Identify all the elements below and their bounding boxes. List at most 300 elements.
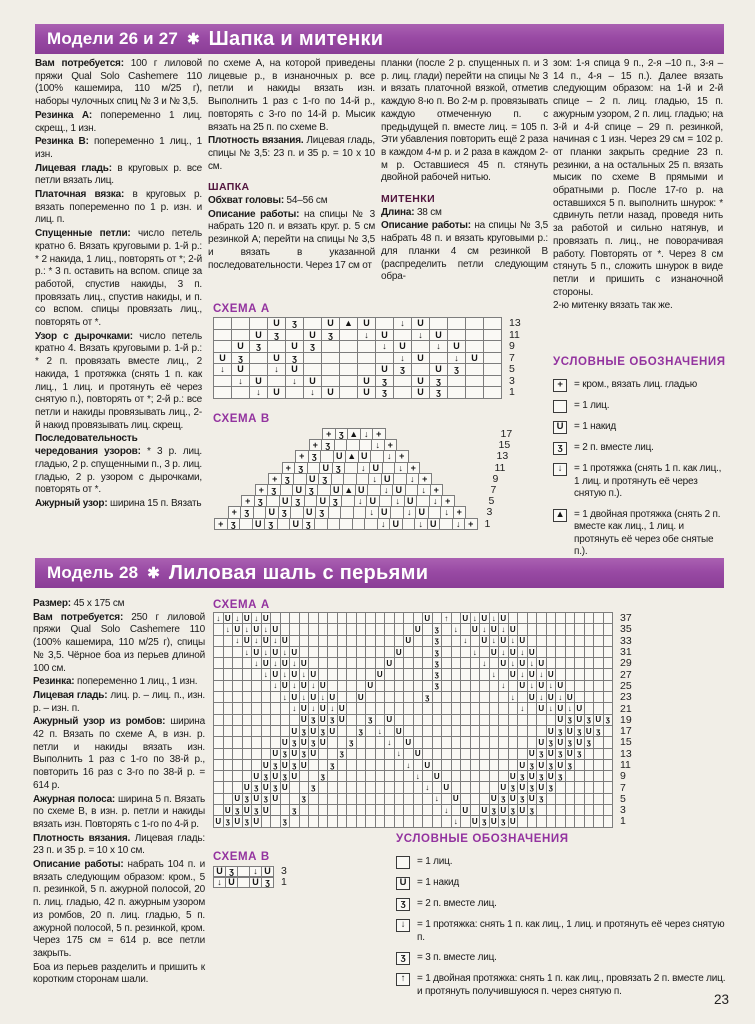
chart-cell: U bbox=[375, 668, 386, 680]
chart-row-number: 3 bbox=[281, 865, 287, 877]
legend-item bbox=[553, 421, 727, 434]
text-column-3 bbox=[381, 58, 548, 285]
chart-cell: ↓ bbox=[318, 691, 329, 703]
chart-cell: ʒ bbox=[291, 495, 305, 507]
chart-cell: ▲ bbox=[347, 428, 361, 440]
chart-cell: U bbox=[289, 725, 300, 737]
chart-cell: + bbox=[268, 473, 282, 485]
chart-cell: U bbox=[527, 748, 538, 760]
chart-cell: ʒ bbox=[270, 781, 281, 793]
chart-cell: ↓ bbox=[422, 781, 433, 793]
chart-cell: U bbox=[306, 473, 320, 485]
chart-cell: ↓ bbox=[508, 635, 519, 647]
chart-cell: ʒ bbox=[327, 714, 338, 726]
legend-item-text: = 2 п. вместе лиц. bbox=[417, 898, 497, 909]
chart-cell: ʒ bbox=[318, 473, 332, 485]
legend-item bbox=[553, 400, 727, 413]
chart-cell: U bbox=[489, 793, 500, 805]
chart-cell: U bbox=[321, 317, 340, 330]
chart-cell: ↓ bbox=[451, 815, 462, 827]
chart-cell: U bbox=[308, 668, 319, 680]
legend-item bbox=[396, 898, 728, 911]
paragraph: Ажурная полоса: ширина 5 п. Вязать по схеме В, в изн. р. петли и накиды вязать изн. Повторять с 1-го по 4-й р. bbox=[33, 793, 205, 830]
chart-cell bbox=[285, 386, 304, 399]
chart-cell: ↓ bbox=[368, 473, 382, 485]
chart-cell: U bbox=[299, 657, 310, 669]
legend-item-text: = 1 двойная протяжка: снять 1 п. как лиц., провязать 2 п. вместе лиц. и протянуть получившуюся п. через снятую п. bbox=[417, 973, 726, 997]
chart-cell: U bbox=[261, 635, 272, 647]
chart-cell: ↓ bbox=[470, 612, 481, 624]
chart-cell: + bbox=[441, 495, 455, 507]
chart-cell: ↓ bbox=[285, 375, 304, 388]
paragraph: Описание работы: на спицы № 3,5 набрать 48 п. и вязать круговыми р.: для планки 4 см резинкой В (распределить петли следующим обра- bbox=[381, 220, 548, 283]
chart-cell: + bbox=[322, 428, 336, 440]
chart-cell bbox=[352, 518, 366, 530]
chart-cell: U bbox=[299, 714, 310, 726]
chart-cell: U bbox=[327, 725, 338, 737]
chart-cell: ʒ bbox=[329, 495, 343, 507]
chart-cell: ʒ bbox=[294, 462, 308, 474]
knitting-chart-a2 bbox=[213, 612, 632, 828]
text-column-2 bbox=[208, 58, 375, 273]
knitting-chart-a1 bbox=[213, 317, 521, 399]
chart-cell: ʒ bbox=[249, 340, 268, 353]
chart-cell: ↓ bbox=[213, 877, 226, 888]
chart-cell: ʒ bbox=[432, 623, 443, 635]
schema-a1-label: СХЕМА A bbox=[213, 303, 270, 315]
chart-cell: U bbox=[213, 352, 232, 365]
chart-cell: ↓ bbox=[232, 612, 243, 624]
chart-cell: + bbox=[214, 518, 228, 530]
chart-cell: + bbox=[418, 473, 432, 485]
chart-cell: ʒ bbox=[546, 781, 557, 793]
chart-cell: U bbox=[289, 668, 300, 680]
chart-cell: U bbox=[232, 815, 243, 827]
chart-cell: U bbox=[411, 352, 430, 365]
chart-cell: U bbox=[460, 612, 471, 624]
chart-cell: U bbox=[289, 770, 300, 782]
chart-row bbox=[213, 386, 521, 399]
paragraph: зом: 1-я спица 9 п., 2-я –10 п., 3-я – 14 п., 4-я – 15 п.). Далее вязать следующим образом: на 1-й и 2-й спице – 2 п. лиц. гладью, 15 п. ажурным узором, 2 п. лиц. гладью; на 3-й и 4-й спице – 29 п. резинкой, начиная с 1 изн. Через 29 см = 102 р. от планки закрыть средние 23 п. резинки, а на остальных 25 п. вязать мысик по схеме В прямыми и обратными р. После 17-го р. на оставшихся 5 п. выполнить шнурок: * сдвинуть петли назад, проведя нить за работой и сильно натянув, и провязать п. лиц., не поворачивая работу. Повторять от *. Через 8 см стянуть 5 п., сложить шнурок в виде петли и пришить с изнаночной стороны. bbox=[553, 58, 723, 298]
text-column-5 bbox=[33, 598, 205, 988]
chart-cell: ↓ bbox=[489, 668, 500, 680]
chart-cell: U bbox=[232, 623, 243, 635]
chart-cell: ↓ bbox=[536, 668, 547, 680]
legend-item bbox=[553, 379, 727, 392]
chart-cell: ↓ bbox=[394, 748, 405, 760]
chart-cell: ʒ bbox=[375, 386, 394, 399]
chart-cell: ʒ bbox=[432, 657, 443, 669]
chart-cell: ↓ bbox=[270, 680, 281, 692]
chart-cell: ↓ bbox=[527, 680, 538, 692]
chart-cell: + bbox=[255, 484, 269, 496]
chart-cell: U bbox=[489, 646, 500, 658]
chart-row-number: 19 bbox=[620, 713, 632, 726]
chart-cell: ʒ bbox=[280, 770, 291, 782]
chart-cell: ↓ bbox=[280, 691, 291, 703]
chart-row-number: 31 bbox=[620, 646, 632, 659]
chart-cell: U bbox=[261, 759, 272, 771]
chart-cell: ↓ bbox=[270, 635, 281, 647]
chart-cell: U bbox=[299, 702, 310, 714]
chart-cell: U bbox=[429, 329, 448, 342]
chart-cell: ↓ bbox=[299, 691, 310, 703]
chart-cell: ʒ bbox=[289, 804, 300, 816]
chart-cell: U bbox=[536, 736, 547, 748]
chart-cell: ʒ bbox=[489, 804, 500, 816]
chart-cell: ʒ bbox=[517, 793, 528, 805]
chart-cell: U bbox=[299, 759, 310, 771]
chart-cell bbox=[364, 518, 378, 530]
chart-cell: ↓ bbox=[460, 635, 471, 647]
legend-item bbox=[396, 952, 728, 965]
knitting-chart-b1 bbox=[214, 428, 512, 530]
chart-cell: ʒ bbox=[261, 770, 272, 782]
chart-cell: U bbox=[479, 612, 490, 624]
chart-cell: U bbox=[251, 815, 262, 827]
chart-row bbox=[214, 518, 512, 530]
k2tog-symbol-icon: ʒ bbox=[396, 898, 410, 911]
chart-cell: U bbox=[498, 804, 509, 816]
chart-cell: ʒ bbox=[517, 770, 528, 782]
chart-cell: + bbox=[395, 450, 409, 462]
chart-cell: U bbox=[489, 623, 500, 635]
chart-cell: ʒ bbox=[508, 804, 519, 816]
chart-row-number: 9 bbox=[620, 770, 626, 783]
chart-cell: ↓ bbox=[377, 518, 391, 530]
paragraph: Длина: 38 см bbox=[381, 206, 442, 218]
chart-cell: ↓ bbox=[508, 657, 519, 669]
chart-cell: ʒ bbox=[335, 428, 349, 440]
legend-1-title: УСЛОВНЫЕ ОБОЗНАЧЕНИЯ bbox=[553, 356, 726, 368]
chart-cell: U bbox=[231, 363, 250, 376]
chart-cell: U bbox=[441, 781, 452, 793]
chart-cell: ↓ bbox=[280, 646, 291, 658]
knit-symbol-icon bbox=[396, 856, 410, 869]
chart-cell bbox=[483, 386, 502, 399]
section1-model-numbers: Модели 26 и 27 bbox=[47, 29, 179, 48]
chart-cell: U bbox=[270, 668, 281, 680]
chart-row-number: 29 bbox=[620, 657, 632, 670]
chart-cell: ʒ bbox=[429, 386, 448, 399]
paragraph: Плотность вязания. Лицевая гладь: 23 п. и 35 р. = 10 x 10 см. bbox=[33, 832, 205, 857]
chart-cell: ʒ bbox=[546, 759, 557, 771]
chart-cell: U bbox=[384, 714, 395, 726]
chart-cell: ʒ bbox=[302, 518, 316, 530]
chart-cell: ʒ bbox=[393, 363, 412, 376]
chart-cell: U bbox=[357, 317, 376, 330]
chart-cell: ↓ bbox=[546, 680, 557, 692]
chart-cell: U bbox=[242, 804, 253, 816]
chart-cell: ʒ bbox=[337, 748, 348, 760]
chart-cell: U bbox=[213, 866, 226, 877]
chart-cell: ↓ bbox=[565, 702, 576, 714]
paragraph: Вам потребуется: 100 г лиловой пряжи Qual Solo Cashemere 110 (100% кашемира, 110 м/25 г), наборы чулочных спиц № 3 и № 3,5. bbox=[35, 58, 202, 108]
chart-cell: ʒ bbox=[432, 635, 443, 647]
chart-cell: U bbox=[355, 484, 369, 496]
chart-cell: ʒ bbox=[527, 804, 538, 816]
chart-cell: U bbox=[357, 386, 376, 399]
chart-cell: ↓ bbox=[375, 725, 386, 737]
chart-cell: ʒ bbox=[327, 759, 338, 771]
chart-cell: ʒ bbox=[565, 714, 576, 726]
chart-cell: ʒ bbox=[593, 725, 604, 737]
chart-row-number: 37 bbox=[620, 612, 632, 625]
chart-cell: U bbox=[546, 691, 557, 703]
legend-item bbox=[553, 509, 727, 559]
chart-cell: ↓ bbox=[393, 317, 412, 330]
chart-cell: U bbox=[318, 736, 329, 748]
chart-cell: ʒ bbox=[375, 375, 394, 388]
chart-cell bbox=[277, 518, 291, 530]
chart-cell: ʒ bbox=[318, 725, 329, 737]
chart-cell bbox=[402, 518, 416, 530]
chart-cell: ʒ bbox=[308, 450, 322, 462]
schema-a2-label: СХЕМА A bbox=[213, 599, 270, 611]
chart-cell: ↓ bbox=[280, 668, 291, 680]
chart-row-number: 9 bbox=[492, 472, 499, 485]
chart-cell: U bbox=[508, 623, 519, 635]
chart-cell: ↓ bbox=[451, 623, 462, 635]
chart-row-number: 3 bbox=[620, 804, 626, 817]
chart-cell: ↓ bbox=[357, 329, 376, 342]
chart-cell: U bbox=[384, 657, 395, 669]
paragraph: Спущенные петли: число петель кратно 6. Вязать круговыми р. 1-й р.: * 2 накида, 1 лиц., повторять от *; 2-й р.: * 3 п. оставить на вспом. спице за работой, спустив накиды, 3 п. провязать лиц., спустив накиды, и п. со вспом. спицы провязать лиц., повторять от *. bbox=[35, 228, 202, 329]
chart-cell: ↓ bbox=[251, 612, 262, 624]
chart-cell: U bbox=[508, 646, 519, 658]
chart-cell: ↓ bbox=[213, 363, 232, 376]
chart-cell: + bbox=[295, 450, 309, 462]
chart-cell: U bbox=[498, 635, 509, 647]
chart-row-number: 7 bbox=[490, 484, 497, 497]
chart-cell: ↓ bbox=[308, 702, 319, 714]
chart-cell: U bbox=[267, 352, 286, 365]
chart-cell: ↓ bbox=[251, 635, 262, 647]
chart-cell: ʒ bbox=[546, 736, 557, 748]
chart-cell: U bbox=[584, 725, 595, 737]
chart-cell: ʒ bbox=[603, 714, 614, 726]
chart-cell: ʒ bbox=[267, 329, 286, 342]
chart-cell: U bbox=[303, 506, 317, 518]
chart-cell: ʒ bbox=[280, 815, 291, 827]
chart-cell: ʒ bbox=[479, 815, 490, 827]
chart-cell: U bbox=[308, 691, 319, 703]
chart-cell: ↓ bbox=[391, 495, 405, 507]
chart-cell: ʒ bbox=[565, 759, 576, 771]
chart-cell: U bbox=[546, 668, 557, 680]
chart-cell: U bbox=[508, 770, 519, 782]
chart-cell: U bbox=[574, 736, 585, 748]
chart-cell: ↓ bbox=[417, 484, 431, 496]
legend-item bbox=[553, 463, 727, 501]
chart-cell: ↓ bbox=[452, 518, 466, 530]
chart-cell: U bbox=[517, 635, 528, 647]
chart-cell: U bbox=[565, 691, 576, 703]
chart-cell: U bbox=[270, 748, 281, 760]
chart-row-number: 13 bbox=[620, 747, 632, 760]
chart-row-number: 7 bbox=[509, 351, 515, 364]
chart-row-number: 11 bbox=[620, 759, 631, 771]
chart-cell: U bbox=[470, 623, 481, 635]
chart-cell: ↓ bbox=[498, 646, 509, 658]
chart-cell: U bbox=[392, 484, 406, 496]
chart-cell: ↓ bbox=[489, 635, 500, 647]
chart-cell: U bbox=[223, 612, 234, 624]
chart-cell: U bbox=[356, 691, 367, 703]
chart-cell: ʒ bbox=[332, 462, 346, 474]
chart-row-number: 13 bbox=[509, 317, 521, 330]
chart-cell: U bbox=[299, 736, 310, 748]
chart-cell: U bbox=[555, 680, 566, 692]
chart-cell: ʒ bbox=[251, 804, 262, 816]
chart-cell: ʒ bbox=[225, 866, 238, 877]
page-number: 23 bbox=[713, 992, 729, 1007]
chart-cell: U bbox=[517, 804, 528, 816]
chart-cell: ↓ bbox=[267, 363, 286, 376]
chart-cell: U bbox=[265, 506, 279, 518]
chart-cell: U bbox=[251, 793, 262, 805]
chart-cell: ↓ bbox=[261, 668, 272, 680]
chart-cell: ʒ bbox=[432, 646, 443, 658]
chart-cell: U bbox=[536, 702, 547, 714]
legend-item-text: = 1 протяжка (снять 1 п. как лиц., 1 лиц. и протянуть её через снятую п.). bbox=[574, 463, 722, 499]
chart-cell: U bbox=[261, 781, 272, 793]
schema-b2-label: СХЕМА B bbox=[213, 851, 270, 863]
chart-cell: ↓ bbox=[249, 866, 262, 877]
chart-cell: ʒ bbox=[299, 725, 310, 737]
chart-cell: ʒ bbox=[264, 518, 278, 530]
chart-cell: ↓ bbox=[411, 329, 430, 342]
asterisk-icon: ✱ bbox=[147, 565, 160, 582]
chart-cell: ↓ bbox=[470, 646, 481, 658]
chart-cell: U bbox=[308, 748, 319, 760]
chart-row bbox=[213, 815, 632, 827]
chart-cell: + bbox=[241, 495, 255, 507]
chart-cell: ʒ bbox=[346, 736, 357, 748]
paragraph: Боа из перьев разделить и пришить к коротким сторонам шали. bbox=[33, 961, 205, 986]
chart-cell: ↓ bbox=[536, 691, 547, 703]
chart-cell: U bbox=[280, 736, 291, 748]
chart-cell: U bbox=[316, 495, 330, 507]
chart-cell: U bbox=[415, 506, 429, 518]
chart-cell: ʒ bbox=[305, 484, 319, 496]
chart-cell: U bbox=[536, 657, 547, 669]
chart-cell bbox=[339, 386, 358, 399]
chart-cell: U bbox=[527, 691, 538, 703]
chart-row-number: 27 bbox=[620, 668, 632, 681]
chart-cell: ʒ bbox=[432, 680, 443, 692]
chart-cell: ↓ bbox=[406, 473, 420, 485]
chart-cell: + bbox=[453, 506, 467, 518]
legend-item bbox=[396, 973, 728, 998]
chart-cell: ʒ bbox=[289, 736, 300, 748]
chart-cell: ʒ bbox=[318, 770, 329, 782]
chart-cell bbox=[339, 518, 353, 530]
chart-cell: U bbox=[546, 770, 557, 782]
chart-cell: U bbox=[508, 793, 519, 805]
chart-cell: ʒ bbox=[299, 793, 310, 805]
chart-cell: ↓ bbox=[289, 680, 300, 692]
chart-cell: ↓ bbox=[527, 657, 538, 669]
legend-item bbox=[396, 919, 728, 944]
asterisk-icon: ✱ bbox=[187, 31, 200, 48]
chart-cell: U bbox=[231, 340, 250, 353]
chart-cell: U bbox=[261, 866, 274, 877]
legend-2-title: УСЛОВНЫЕ ОБОЗНАЧЕНИЯ bbox=[396, 833, 569, 845]
double-decrease-symbol-icon: ▲ bbox=[553, 509, 567, 522]
chart-row-number: 11 bbox=[509, 328, 520, 341]
chart-cell: ʒ bbox=[308, 714, 319, 726]
chart-cell: U bbox=[299, 680, 310, 692]
slip-decrease-symbol-icon: ↓ bbox=[396, 919, 410, 932]
chart-cell: U bbox=[465, 352, 484, 365]
paragraph: Резинка А: попеременно 1 лиц. скрещ., 1 изн. bbox=[35, 109, 202, 134]
chart-cell: U bbox=[285, 363, 304, 376]
chart-cell: ʒ bbox=[308, 736, 319, 748]
chart-cell: ʒ bbox=[280, 748, 291, 760]
chart-cell: U bbox=[479, 804, 490, 816]
text-column-4 bbox=[553, 58, 723, 314]
paragraph: планки (после 2 р. спущенных п. и 3 р. лиц. глади) перейти на спицы № 3 и вязать платочной вязкой, отметив каждую 8-ю п. Во 2-м р. провязывать каждую отмеченную п. с предыдущей п. вместе лиц. = 105 п. Эти убавления повторить ещё 2 раза в каждом 4-м р. и 2 раза в каждом 2-м р. Оставшиеся 45 п. стянуть двойной рабочей нитью. bbox=[381, 58, 548, 184]
chart-cell: U bbox=[365, 680, 376, 692]
chart-row-number: 5 bbox=[488, 495, 495, 508]
chart-cell: ʒ bbox=[422, 691, 433, 703]
chart-cell: U bbox=[403, 736, 414, 748]
chart-cell: U bbox=[546, 725, 557, 737]
chart-cell: U bbox=[527, 793, 538, 805]
chart-cell: ↓ bbox=[375, 340, 394, 353]
chart-row-number: 1 bbox=[484, 517, 491, 530]
chart-cell: U bbox=[289, 748, 300, 760]
legend-item bbox=[396, 877, 728, 890]
chart-cell: ʒ bbox=[574, 725, 585, 737]
chart-cell: ↓ bbox=[508, 691, 519, 703]
paragraph: 2-ю митенку вязать так же. bbox=[553, 300, 673, 312]
chart-cell: ʒ bbox=[508, 781, 519, 793]
chart-cell: U bbox=[375, 329, 394, 342]
paragraph: Плотность вязания. Лицевая гладь, спицы № 3,5: 23 п. и 35 р. = 10 x 10 см. bbox=[208, 135, 375, 172]
chart-cell: ↓ bbox=[414, 518, 428, 530]
chart-cell: ▲ bbox=[342, 484, 356, 496]
chart-cell: U bbox=[517, 781, 528, 793]
chart-cell: ↓ bbox=[413, 770, 424, 782]
chart-row-number: 25 bbox=[620, 679, 632, 692]
chart-cell: U bbox=[261, 804, 272, 816]
chart-row-number: 3 bbox=[509, 374, 515, 387]
chart-cell: U bbox=[280, 635, 291, 647]
chart-cell: ʒ bbox=[555, 748, 566, 760]
section2-model-number: Модель 28 bbox=[47, 563, 139, 582]
chart-row-number: 13 bbox=[496, 450, 509, 463]
chart-row-number: 21 bbox=[620, 702, 632, 715]
chart-cell: U bbox=[489, 815, 500, 827]
chart-cell: ʒ bbox=[565, 736, 576, 748]
knit-symbol-icon bbox=[553, 400, 567, 413]
chart-cell: ʒ bbox=[584, 736, 595, 748]
yarn-over-symbol-icon: U bbox=[553, 421, 567, 434]
section2-title: Лиловая шаль с перьями bbox=[168, 561, 429, 584]
chart-cell: U bbox=[546, 748, 557, 760]
chart-row-number: 7 bbox=[620, 781, 626, 794]
chart-cell: U bbox=[369, 462, 383, 474]
chart-cell: U bbox=[593, 714, 604, 726]
legend-item-text: = 2 п. вместе лиц. bbox=[574, 442, 654, 453]
section1-header-band bbox=[35, 24, 724, 54]
paragraph: Резинка В: попеременно 1 лиц., 1 изн. bbox=[35, 136, 202, 160]
chart-cell: ↓ bbox=[429, 340, 448, 353]
chart-cell: U bbox=[279, 495, 293, 507]
paragraph: Описание работы: набрать 104 п. и вязать следующим образом: кром., 5 п. резинкой, 5 п. ажурной полосой, 20 п. лиц. гладью, 42 п. ажурным узором из ромбов, 20 п. лиц. гладью, 5 п. ажурной полосой, 5 п. резинкой, кром. Через 175 см = 614 р. все петли закрыть. bbox=[33, 859, 206, 959]
